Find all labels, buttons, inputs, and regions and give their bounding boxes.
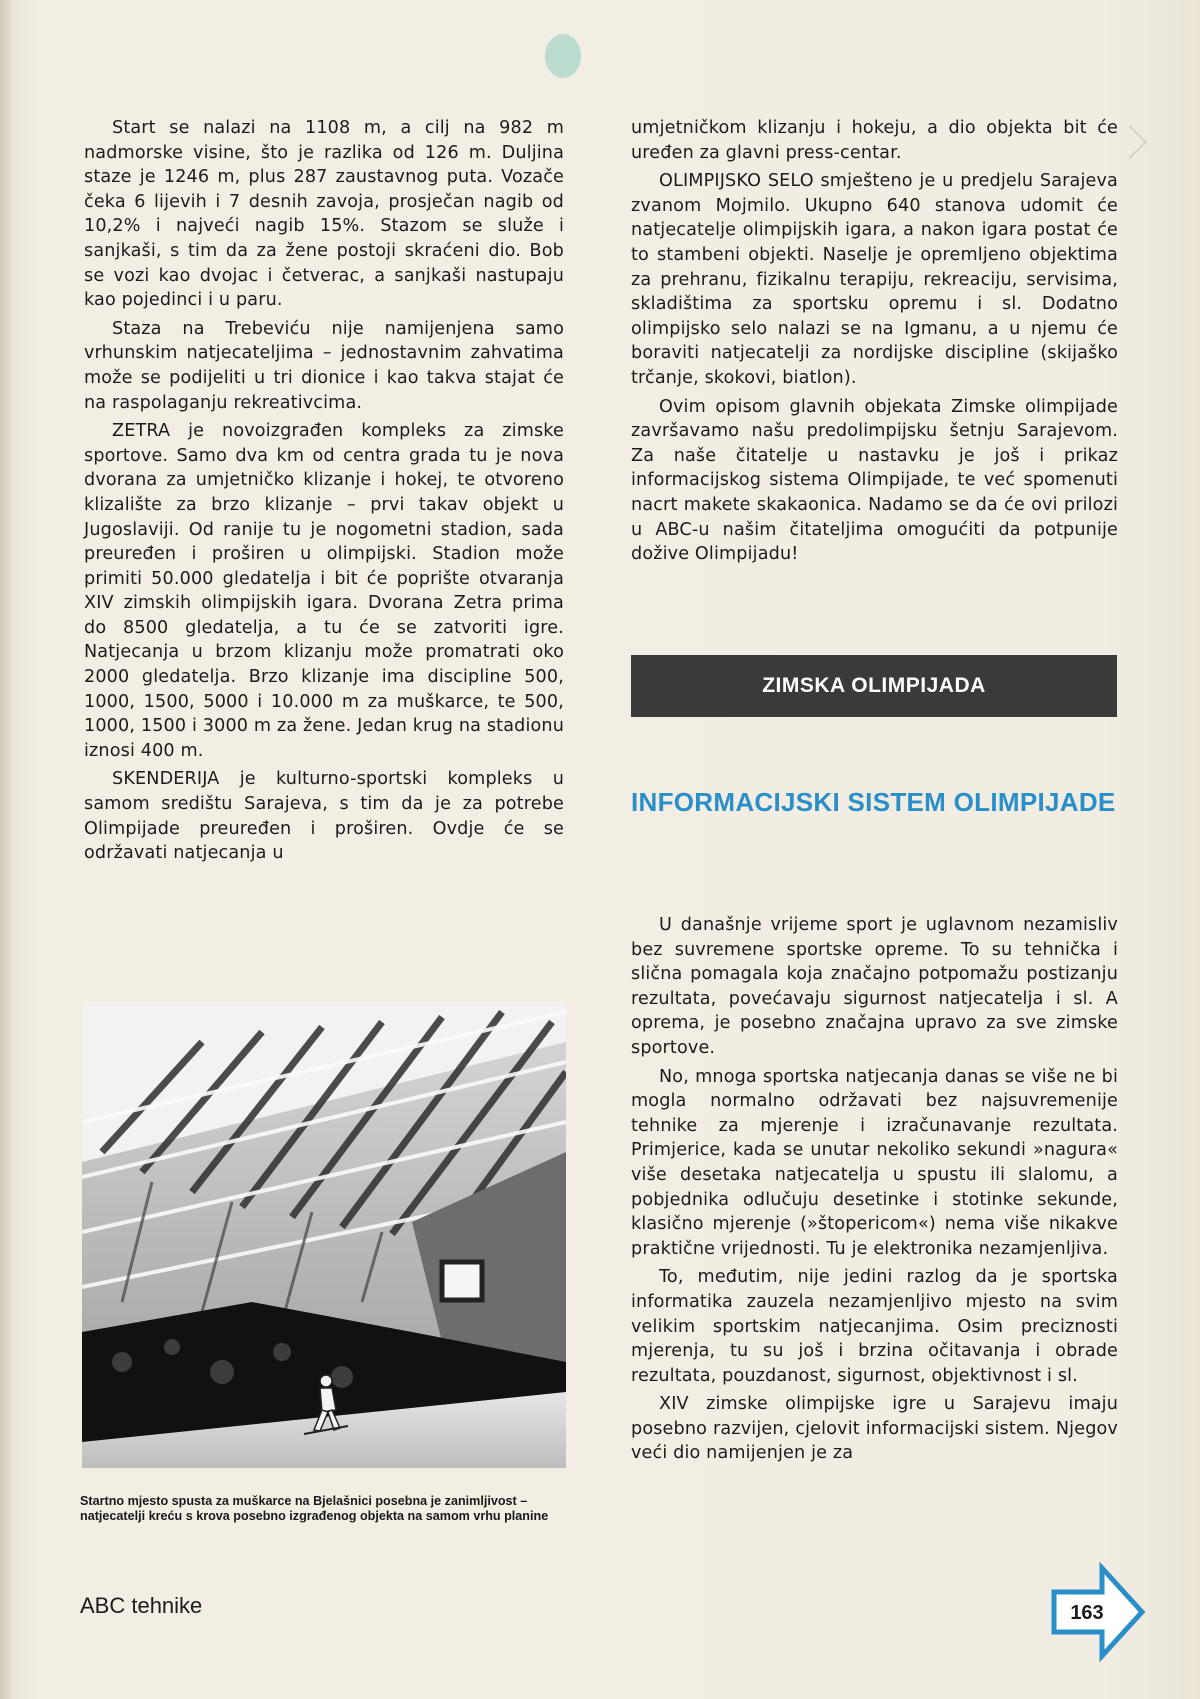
paragraph: Ovim opisom glavnih objekata Zimske olimpijade završavamo našu predolimpijsku šetnju Sarajevom. Za naše čitatelje u nastavku je još i prikaz informacijskog sistema Olimpijade, te već spomenuti nacrt makete skakaonica. Nadamo se da će ovi prilozi u ABC-u našim čitateljima omogućiti da potpunije dožive Olimpijadu!	[631, 396, 1118, 565]
paragraph: To, međutim, nije jedini razlog da je sportska informatika zauzela nezamjenljivo mjesto na svim velikim sportskim natjecanjima. Osim preciznosti mjerenja, tu su još i brzina očitavanja i obrade rezultata, pouzdanost, sigurnost, objektivnost i sl.	[631, 1267, 1118, 1386]
paper-stain	[545, 34, 581, 78]
left-text-column	[84, 116, 564, 866]
section-title: INFORMACIJSKI SISTEM OLIMPIJADE	[631, 787, 1116, 817]
right-text-column-top	[631, 116, 1118, 567]
right-text-column-bottom	[631, 913, 1118, 1466]
page-number: 163	[1070, 1601, 1104, 1624]
paragraph: Start se nalazi na 1108 m, a cilj na 982 m nadmorske visine, što je razlika od 126 m. Duljina staze je 1246 m, plus 287 zaustavnog puta. Vozače čeka 6 lijevih i 7 desnih zavoja, prosječan nagib od 10,2% i najveći nagib 15%. Stazom se služe i sanjkaši, s tim da za žene postoji skraćeni dio. Bob se vozi kao dvojac i četverac, a sanjkaši nastupaju kao pojedinci i u paru.	[84, 118, 564, 311]
ski-start-photo	[82, 1002, 566, 1468]
page-spine-shadow	[0, 0, 14, 1699]
photo-illustration	[82, 1002, 566, 1468]
publication-name: ABC tehnike	[80, 1593, 203, 1618]
faint-arrow-mark	[1113, 125, 1147, 159]
paragraph: SKENDERIJA je kulturno-sportski kompleks u samom središtu Sarajeva, s tim da je za potrebe Olimpijade preuređen i proširen. Ovdje će se održavati natjecanja u	[84, 769, 564, 864]
banner-label: ZIMSKA OLIMPIJADA	[762, 674, 986, 697]
paragraph: XIV zimske olimpijske igre u Sarajevu imaju posebno razvijen, cjelovit informacijski sistem. Njegov veći dio namijenjen je za	[631, 1394, 1118, 1464]
paragraph: OLIMPIJSKO SELO smješteno je u predjelu Sarajeva zvanom Mojmilo. Ukupno 640 stanova udomit će natjecatelje olimpijskih igara, a nakon igara postat će to stambeni objekti. Naselje je opremljeno objektima za prehranu, fizikalnu terapiju, rekreaciju, servisima, skladištima za sportsku opremu i sl. Dodatno olimpijsko selo nalazi se na Igmanu, a u njemu će boraviti natjecatelji za nordijske discipline (skijaško trčanje, skokovi, biatlon).	[631, 171, 1118, 388]
paragraph: No, mnoga sportska natjecanja danas se više ne bi mogla normalno održavati bez najsuvremenije tehnike za mjerenje i izračunavanje rezultata. Primjerice, kada se unutar nekoliko sekundi »nagura« više desetaka natjecatelja u spustu ili slalomu, a pobjednika odlučuju desetinke i stotinke sekunde, klasično mjerenje (»štopericom«) nema više nikakve praktične vrijednosti. Tu je elektronika nezamjenljiva.	[631, 1066, 1118, 1259]
paragraph: Staza na Trebeviću nije namijenjena samo vrhunskim natjecateljima – jednostavnim zahvatima može se podijeliti u tri dionice i kao takva stajat će na raspolaganju rekreativcima.	[84, 318, 564, 413]
photo-caption: Startno mjesto spusta za muškarce na Bjelašnici posebna je zanimljivost – natjecatelji kreću s krova posebno izgrađenog objekta na samom vrhu planine	[80, 1494, 549, 1523]
paragraph: U današnje vrijeme sport je uglavnom nezamisliv bez suvremene sportske opreme. To su tehnička i slična pomagala koja značajno potpomažu postizanju rezultata, povećavaju sigurnost natjecatelja i sl. A oprema, je posebno značajna upravo za sve zimske sportove.	[631, 915, 1118, 1058]
paragraph: ZETRA je novoizgrađen kompleks za zimske sportove. Samo dva km od centra grada tu je nova dvorana za umjetničko klizanje i hokej, te otvoreno klizalište za brzo klizanje – prvi takav objekt u Jugoslaviji. Od ranije tu je nogometni stadion, sada preuređen i proširen u olimpijski. Stadion može primiti 50.000 gledatelja i bit će poprište otvaranja XIV zimskih olimpijskih igara. Dvorana Zetra prima do 8500 gledatelja, a tu će se zatvoriti igre. Natjecanja u brzom klizanju može promatrati oko 2000 gledatelja. Brzo klizanje ima discipline 500, 1000, 1500, 5000 i 10.000 m za muškarce, te 500, 1000, 1500 i 3000 m za žene. Jedan krug na stadionu iznosi 400 m.	[84, 421, 564, 761]
section-banner	[631, 655, 1117, 717]
paragraph: umjetničkom klizanju i hokeju, a dio objekta bit će uređen za glavni press-centar.	[631, 118, 1118, 163]
